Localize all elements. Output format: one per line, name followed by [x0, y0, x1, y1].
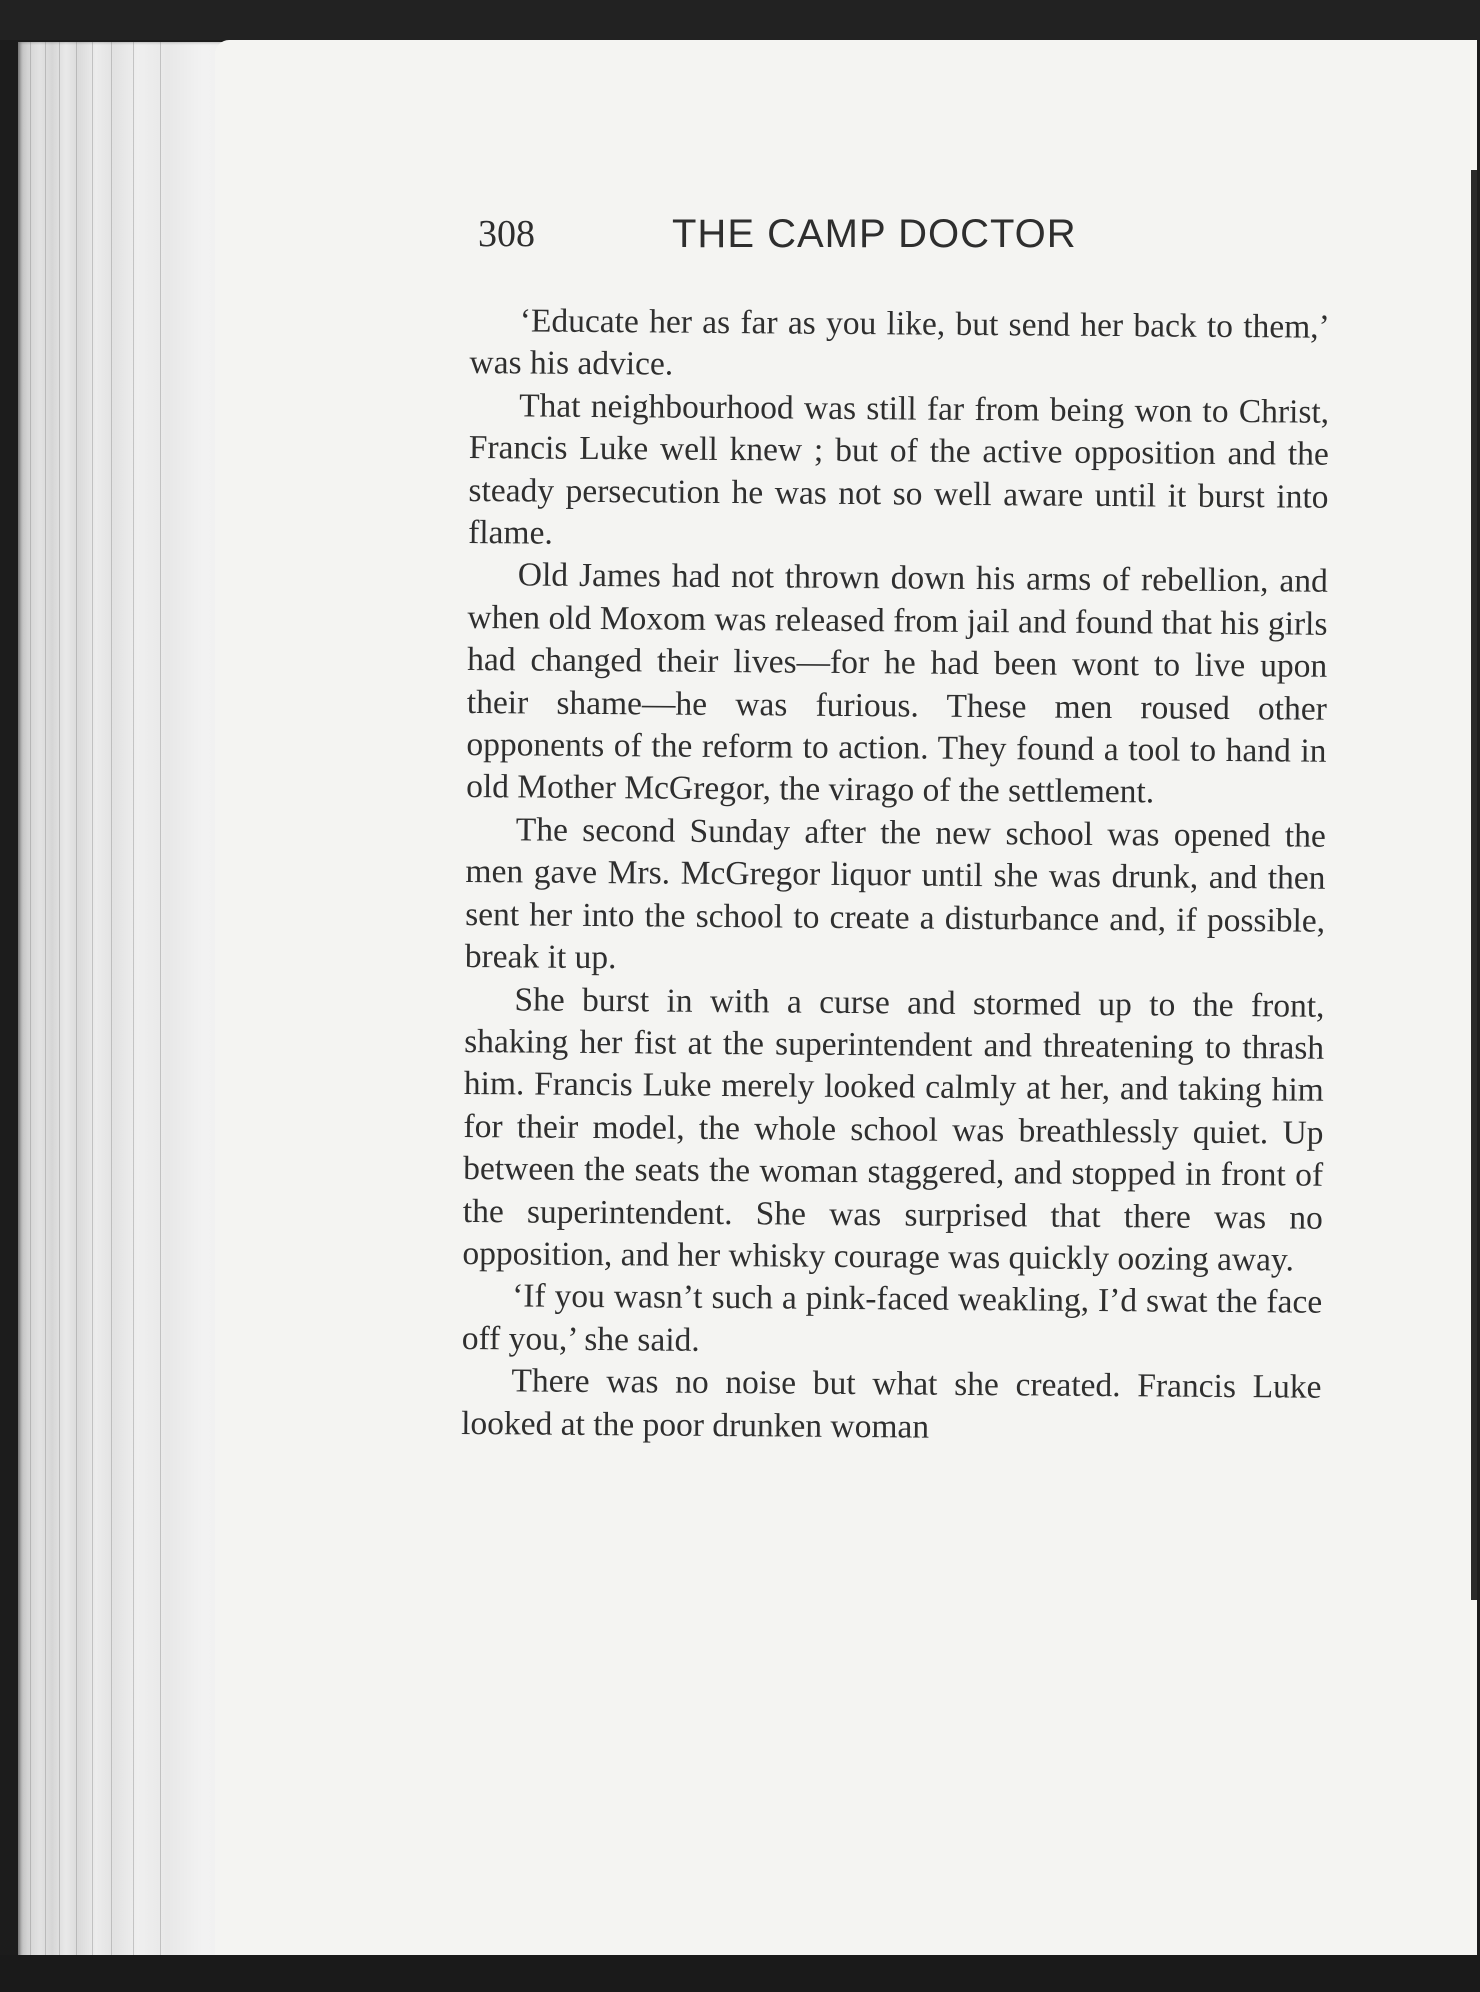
page-number: 308 — [478, 213, 535, 255]
paragraph: ‘Educate her as far as you like, but send her back to them,’ was his advice. — [469, 302, 1330, 384]
paragraph: She burst in with a curse and stormed up to the front, shaking her fist at the superintendent and threatening to thrash him. Francis Luke merely looked calmly at her, and taking him for their model, the whole school was breathlessly quiet. Up between the seats the woman staggered, and stopped in front of the superintendent. She was surprised that there was no opposition, and her whisky courage was quickly oozing away. — [462, 980, 1325, 1279]
scanner-background-bottom — [0, 1955, 1480, 1992]
body-text — [461, 300, 1330, 1452]
paragraph: The second Sunday after the new school was opened the men gave Mrs. McGregor liquor until she was drunk, and then sent her into the school to create a disturbance and, if possible, break it up. — [464, 811, 1326, 977]
running-title: THE CAMP DOCTOR — [672, 212, 1077, 256]
page-header — [478, 208, 1146, 268]
page-edges — [18, 42, 238, 1962]
paragraph: That neighbourhood was still far from being won to Christ, Francis Luke well knew ; but of the active opposition and the steady persecution he was not so well aware until it burst into flame. — [468, 387, 1330, 552]
paragraph: ‘If you wasn’t such a pink-faced weakling, I’d swat the face off you,’ she said. — [461, 1277, 1323, 1359]
page-edge-right — [1471, 170, 1477, 1600]
paragraph: There was no noise but what she created. Francis Luke looked at the poor drunken woman — [461, 1362, 1322, 1446]
scanner-background — [0, 0, 1480, 40]
paragraph: Old James had not thrown down his arms of rebellion, and when old Moxom was released from jail and found that his girls had changed their lives—for he had been wont to live upon their shame—he was furious. These men roused other opponents of the reform to action. They found a tool to hand in old Mother McGregor, the virago of the settlement. — [466, 556, 1328, 811]
